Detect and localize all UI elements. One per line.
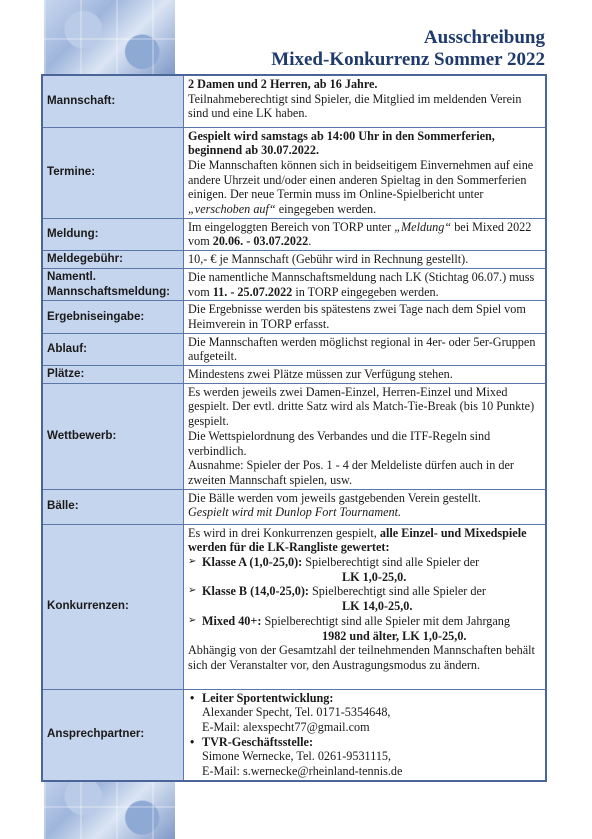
row-mannschaft <box>42 75 546 127</box>
value-meldung <box>184 218 547 250</box>
label-plaetze: Plätze: <box>42 366 184 384</box>
klasse-b-lk: LK 14,0-25,0. <box>342 599 413 614</box>
namentl-text: Die namentliche Mannschaftsmeldung nach LK (Stichtag 06.07.) muss vom <box>188 269 535 299</box>
contact2-title: • TVR-Geschäftsstelle: <box>202 734 314 749</box>
baelle-ball-name: Dunlop Fort Tournament. <box>275 505 402 520</box>
termine-text: Die Mannschaften können sich in beidseitigem Einvernehmen auf eine andere Uhrzeit und/oder einen anderen Spieltag in den Sommerferien einigen. Der neue Termin muss im Online-Spielbericht unter <box>188 157 534 202</box>
label-termine: Termine: <box>42 127 184 218</box>
document-title: Ausschreibung <box>423 27 545 48</box>
mannschaft-line1: 2 Damen und 2 Herren, ab 16 Jahre. <box>188 77 378 91</box>
wettbewerb-line2: Die Wettspielordnung des Verbandes und die ITF-Regeln sind verbindlich. <box>188 428 491 458</box>
konkurrenzen-outro: Abhängig von der Gesamtzahl der teilnehmenden Mannschaften behält sich der Veranstalter vor, den Austragungsmodus zu ändern. <box>188 643 535 672</box>
termine-text-end: eingegeben werden. <box>275 202 377 217</box>
konkurrenzen-list <box>188 555 541 643</box>
row-namentl <box>42 268 546 300</box>
contact1-name: Alexander Specht, Tel. 0171-5354648, <box>202 705 391 720</box>
contact-item <box>188 735 541 779</box>
meldung-italic: „Meldung“ <box>394 219 452 234</box>
mannschaft-line2: Teilnahmeberechtigt sind Spieler, die Mitglied im meldenden Verein sind und eine LK haben. <box>188 91 522 121</box>
row-meldung <box>42 218 546 250</box>
contact2-email[interactable]: E-Mail: s.wernecke@rheinland-tennis.de <box>202 764 403 779</box>
value-meldegebuehr: 10,- € je Mannschaft (Gebühr wird in Rechnung gestellt). <box>184 251 547 269</box>
meldung-dates: 20.06. - 03.07.2022 <box>212 234 309 249</box>
list-item <box>188 614 541 643</box>
value-ergebnis: Die Ergebnisse werden bis spätestens zwei Tage nach dem Spiel vom Heimverein in TORP erfasst. <box>184 301 547 333</box>
row-plaetze <box>42 366 546 384</box>
list-item <box>188 584 541 613</box>
row-meldegebuehr <box>42 251 546 269</box>
label-konkurrenzen: Konkurrenzen: <box>42 524 184 689</box>
label-wettbewerb: Wettbewerb: <box>42 383 184 489</box>
row-termine <box>42 127 546 218</box>
value-namentl <box>184 268 547 300</box>
meldung-end: . <box>308 234 312 249</box>
document-subtitle: Mixed-Konkurrenz Sommer 2022 <box>271 49 545 70</box>
contact1-email[interactable]: E-Mail: alexspecht77@gmail.com <box>202 720 370 735</box>
value-wettbewerb <box>184 383 547 489</box>
label-ansprech: Ansprechpartner: <box>42 689 184 781</box>
value-termine <box>184 127 547 218</box>
label-meldegebuehr: Meldegebühr: <box>42 251 184 269</box>
decorative-tennis-image-top <box>44 0 175 74</box>
mixed40-name: Mixed 40+: <box>202 613 262 628</box>
klasse-a-lk: LK 1,0-25,0. <box>342 569 407 584</box>
contact-item <box>188 691 541 735</box>
contact-list <box>188 691 541 779</box>
konkurrenzen-intro-bold: alle Einzel- und Mixedspiele werden für die LK-Rangliste gewertet: <box>188 525 527 555</box>
label-baelle: Bälle: <box>42 489 184 524</box>
namentl-end: in TORP eingegeben werden. <box>292 284 439 299</box>
contact1-title: • Leiter Sportentwicklung: <box>202 690 334 705</box>
label-namentl: Namentl. Mannschaftsmeldung: <box>42 268 184 300</box>
label-ergebnis: Ergebniseingabe: <box>42 301 184 333</box>
value-konkurrenzen <box>184 524 547 689</box>
mixed40-lk: 1982 und älter, LK 1,0-25,0. <box>322 628 467 643</box>
row-ergebnis <box>42 301 546 333</box>
tender-table <box>41 74 547 782</box>
termine-line1: Gespielt wird samstags ab 14:00 Uhr in den Sommerferien, beginnend ab 30.07.2022. <box>188 128 495 158</box>
namentl-dates: 11. - 25.07.2022 <box>212 284 293 299</box>
konkurrenzen-intro-text: Es wird in drei Konkurrenzen gespielt, <box>188 525 380 540</box>
wettbewerb-line1: Es werden jeweils zwei Damen-Einzel, Herren-Einzel und Mixed gespielt. Der evtl. dritte Satz wird als Match-Tie-Break (bis 10 Punkte) gespielt. <box>188 384 535 429</box>
baelle-text: Gespielt wird mit <box>188 505 276 520</box>
label-meldung: Meldung: <box>42 218 184 250</box>
termine-link-text: „verschoben auf“ <box>188 202 276 217</box>
meldung-text: Im eingeloggten Bereich von TORP unter <box>188 219 395 234</box>
value-plaetze: Mindestens zwei Plätze müssen zur Verfügung stehen. <box>184 366 547 384</box>
klasse-b-name: Klasse B (14,0-25,0): <box>202 584 309 599</box>
value-baelle <box>184 489 547 524</box>
meldung-text2: bei Mixed 2022 vom <box>188 219 532 249</box>
konkurrenzen-intro <box>188 526 541 555</box>
row-wettbewerb <box>42 383 546 489</box>
row-konkurrenzen <box>42 524 546 689</box>
value-ablauf: Die Mannschaften werden möglichst regional in 4er- oder 5er-Gruppen aufgeteilt. <box>184 333 547 365</box>
baelle-line1: Die Bälle werden vom jeweils gastgebenden Verein gestellt. <box>188 490 481 505</box>
baelle-line2 <box>188 505 541 520</box>
wettbewerb-line3: Ausnahme: Spieler der Pos. 1 - 4 der Meldeliste dürfen auch in der zweiten Mannschaft spielen, usw. <box>188 458 514 487</box>
klasse-a-name: Klasse A (1,0-25,0): <box>202 555 303 570</box>
row-baelle <box>42 489 546 524</box>
termine-line2 <box>188 158 541 217</box>
list-item <box>188 555 541 584</box>
klasse-b-text: Spielberechtigt sind alle Spieler der <box>308 584 486 599</box>
contact2-name: Simone Wernecke, Tel. 0261-9531115, <box>202 749 392 764</box>
label-mannschaft: Mannschaft: <box>42 75 184 127</box>
mixed40-text: Spielberechtigt sind alle Spieler mit dem Jahrgang <box>261 613 510 628</box>
value-ansprech <box>184 689 547 781</box>
value-mannschaft <box>184 75 547 127</box>
row-ablauf <box>42 333 546 365</box>
klasse-a-text: Spielberechtigt sind alle Spieler der <box>302 555 480 570</box>
label-ablauf: Ablauf: <box>42 333 184 365</box>
row-ansprech <box>42 689 546 781</box>
